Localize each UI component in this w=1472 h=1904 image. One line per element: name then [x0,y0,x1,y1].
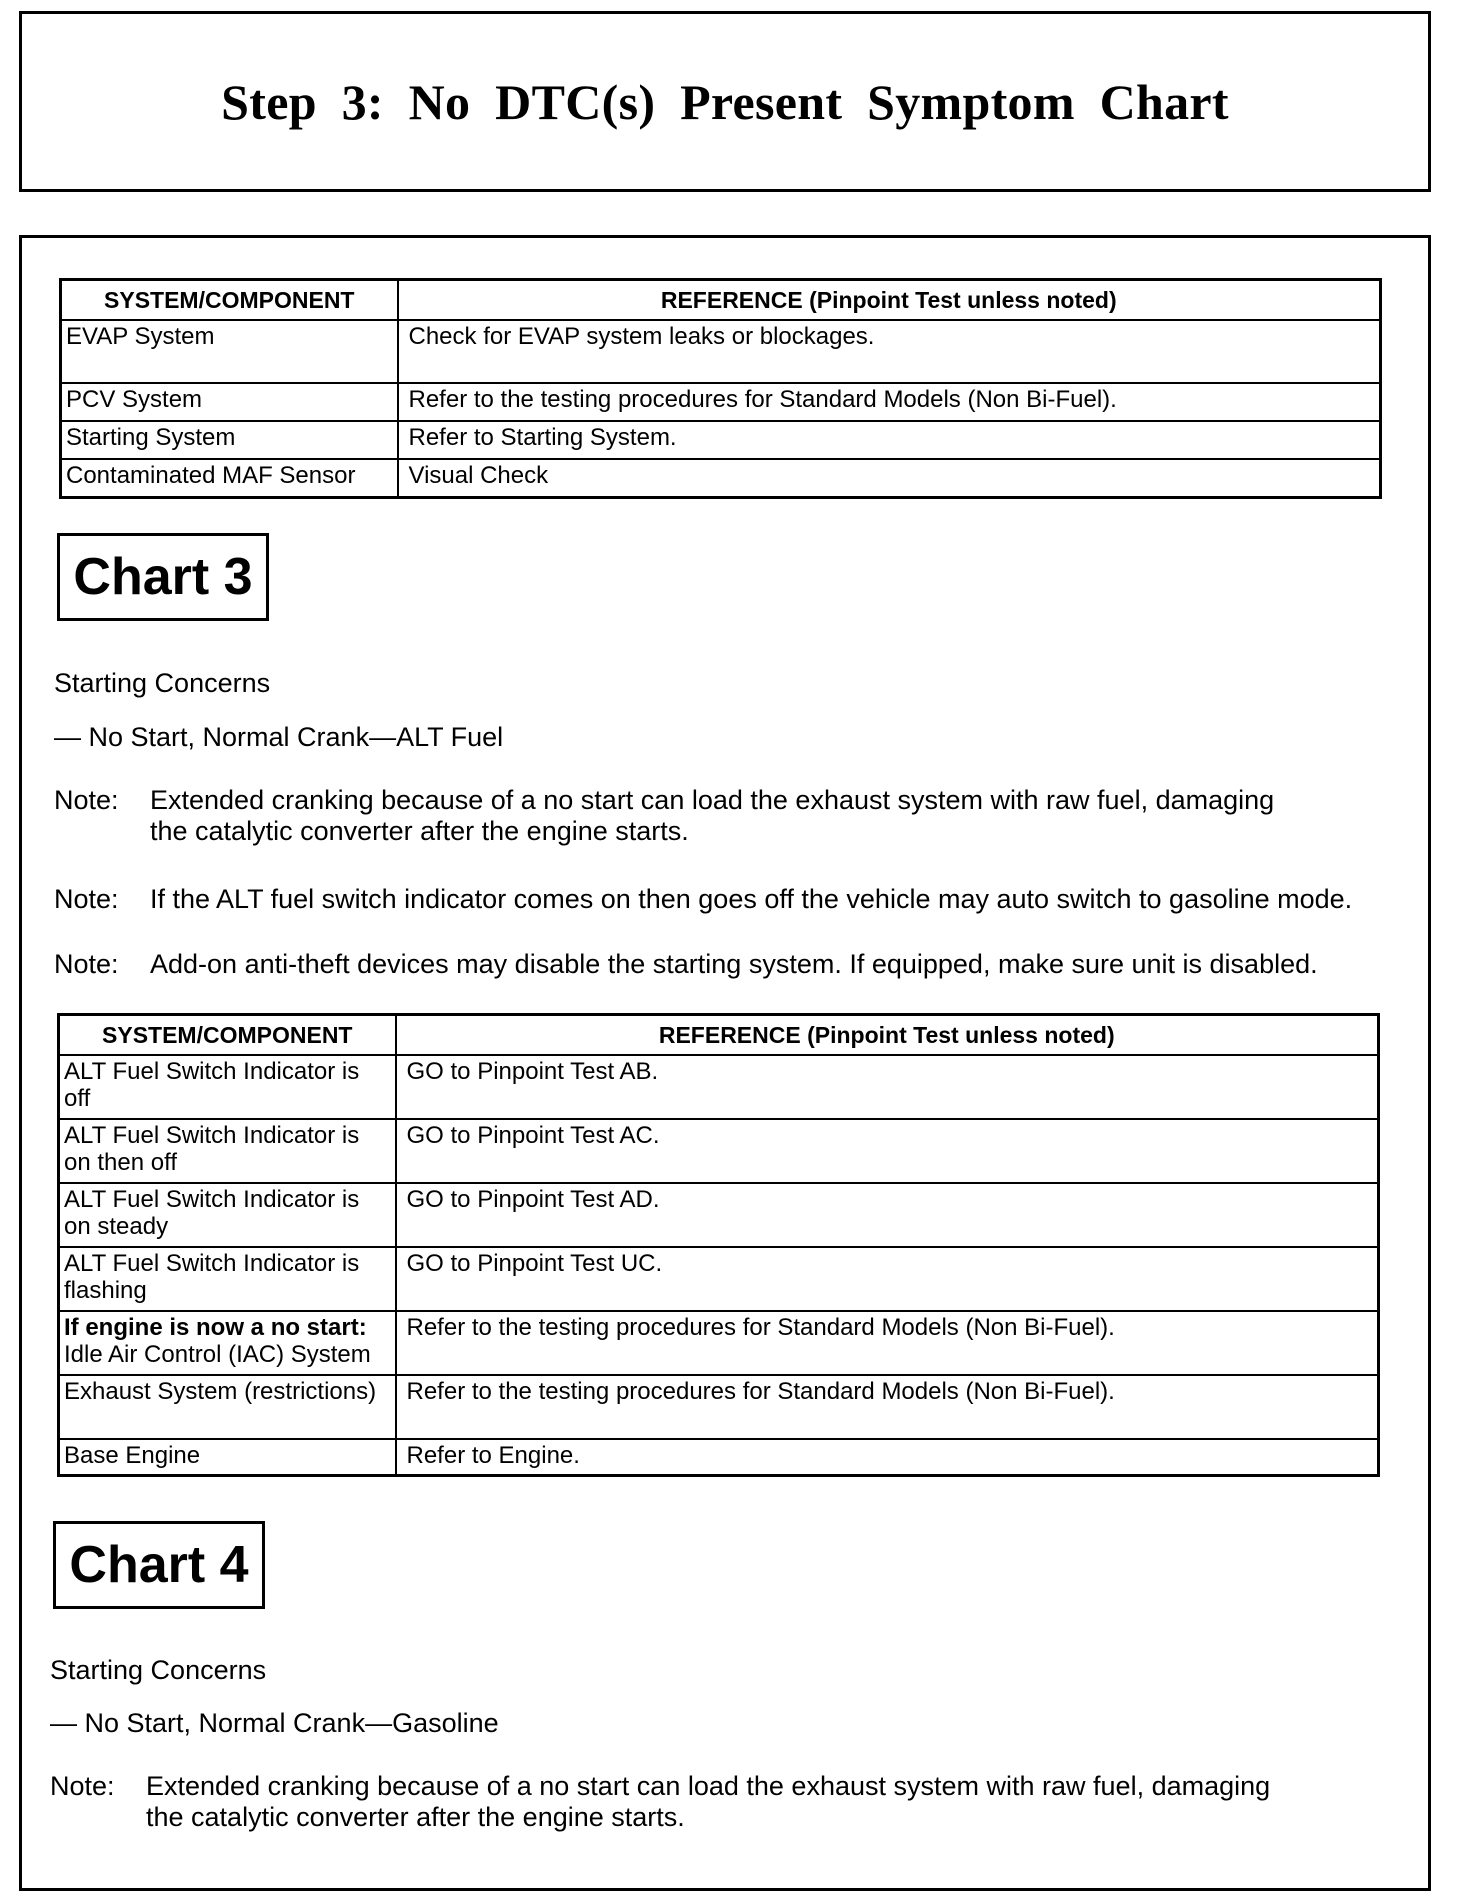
note-label: Note: [54,949,119,979]
table-row [59,1119,1379,1183]
page-title: Step 3: No DTC(s) Present Symptom Chart [221,73,1229,130]
table-cell: GO to Pinpoint Test UC. [396,1247,1379,1311]
table-cell: Exhaust System (restrictions) [59,1375,396,1439]
table-cell: ALT Fuel Switch Indicator is on then off [59,1119,396,1183]
note [54,785,1394,849]
table-cell: Base Engine [59,1439,396,1475]
table-cell [59,1311,396,1375]
table-cell: Refer to the testing procedures for Standard Models (Non Bi-Fuel). [396,1311,1379,1375]
note-label: Note: [54,884,119,914]
table-row [61,421,1381,459]
chart-4-heading: Starting Concerns [50,1655,267,1685]
title-box [19,11,1431,192]
chart-4-subheading: — No Start, Normal Crank—Gasoline [50,1708,499,1738]
note [54,884,1414,916]
table-cell: GO to Pinpoint Test AD. [396,1183,1379,1247]
table-row [59,1055,1379,1119]
symptom-table-1 [59,278,1382,499]
chart-4-label: Chart 4 [53,1521,265,1609]
note-text: Extended cranking because of a no start can load the exhaust system with raw fuel, damaging the catalytic converter after the engine starts. [146,1771,1271,1832]
table-cell: ALT Fuel Switch Indicator is off [59,1055,396,1119]
table-cell: Refer to Starting System. [398,421,1381,459]
table-cell: Check for EVAP system leaks or blockages. [398,320,1381,383]
table-row [61,383,1381,421]
cell-text: Idle Air Control (IAC) System [64,1341,371,1368]
table-row [59,1183,1379,1247]
table-row [59,1311,1379,1375]
table-row [59,1247,1379,1311]
table-cell: GO to Pinpoint Test AB. [396,1055,1379,1119]
note-label: Note: [50,1771,115,1801]
table-cell: ALT Fuel Switch Indicator is on steady [59,1183,396,1247]
table-cell: PCV System [61,383,398,421]
note-text: Extended cranking because of a no start can load the exhaust system with raw fuel, damaging the catalytic converter after the engine starts. [150,785,1275,846]
table-cell: Contaminated MAF Sensor [61,459,398,497]
note-label: Note: [54,785,119,815]
note [50,1771,1390,1835]
column-header: REFERENCE (Pinpoint Test unless noted) [396,1015,1379,1056]
table-cell: Refer to Engine. [396,1439,1379,1475]
table-header-row [61,280,1381,321]
table-row [59,1375,1379,1439]
table-header-row [59,1015,1379,1056]
table-cell: Refer to the testing procedures for Standard Models (Non Bi-Fuel). [398,383,1381,421]
note-text: If the ALT fuel switch indicator comes on then goes off the vehicle may auto switch to gasoline mode. [150,884,1353,914]
table-cell: ALT Fuel Switch Indicator is flashing [59,1247,396,1311]
note-text: Add-on anti-theft devices may disable the starting system. If equipped, make sure unit is disabled. [150,949,1318,979]
table-cell: Visual Check [398,459,1381,497]
column-header: SYSTEM/COMPONENT [61,280,398,321]
table-cell: GO to Pinpoint Test AC. [396,1119,1379,1183]
table-cell: EVAP System [61,320,398,383]
column-header: SYSTEM/COMPONENT [59,1015,396,1056]
chart-3-subheading: — No Start, Normal Crank—ALT Fuel [54,722,504,752]
condition-prefix: If engine is now a no start: [64,1314,367,1341]
table-cell: Refer to the testing procedures for Standard Models (Non Bi-Fuel). [396,1375,1379,1439]
symptom-table-2 [57,1013,1380,1477]
column-header: REFERENCE (Pinpoint Test unless noted) [398,280,1381,321]
table-cell: Starting System [61,421,398,459]
note [54,949,1394,981]
chart-3-heading: Starting Concerns [54,668,271,698]
main-content-box [19,235,1431,1891]
table-row [59,1439,1379,1475]
chart-3-label: Chart 3 [57,533,269,621]
table-row [61,320,1381,383]
table-row [61,459,1381,497]
